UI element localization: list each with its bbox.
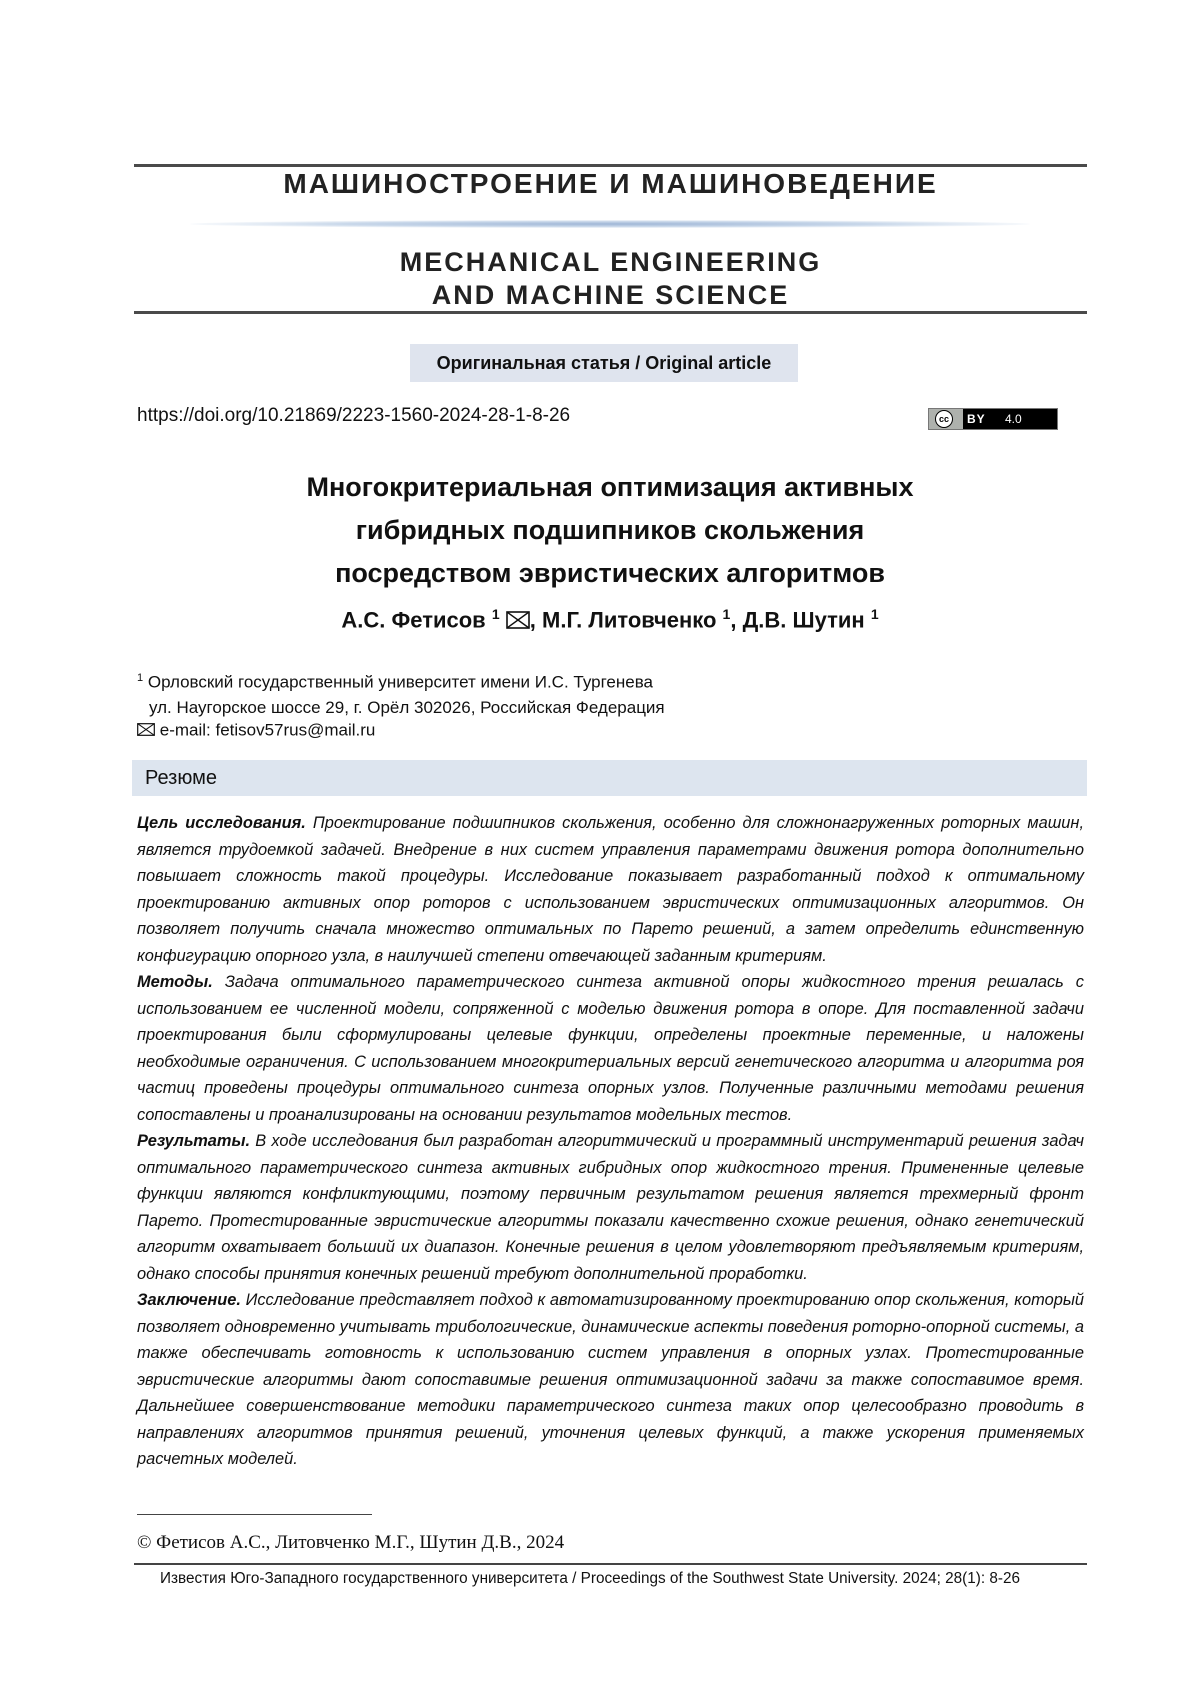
abstract-label: Цель исследования. [137, 814, 306, 832]
author-name[interactable]: А.С. Фетисов [341, 607, 485, 632]
article-title-line: посредством эвристических алгоритмов [200, 552, 1020, 595]
article-title-line: гибридных подшипников скольжения [200, 509, 1020, 552]
header-top-rule [134, 164, 1087, 167]
author-affil-sup: 1 [723, 606, 731, 622]
header-bottom-rule [134, 311, 1087, 314]
article-page [0, 0, 1200, 1698]
abstract-label: Заключение. [137, 1291, 241, 1309]
abstract-paragraph [137, 810, 1084, 969]
abstract-text: Проектирование подшипников скольжения, особенно для сложнонагруженных роторных машин, является трудоемкой задачей. Внедрение в них систем управления параметрами движения ротора дополнительно повышает сложность такой процедуры. Исследование показывает разработанный подход к оптимальному проектированию активных опор роторов с использованием эвристических оптимизационных алгоритмов. Он позволяет получить сначала множество оптимальных по Парето решений, а затем определить единственную конфигурацию опорного узла, в наилучшей степени отвечающей заданным критериям. [137, 814, 1084, 965]
section-title-ru: МАШИНОСТРОЕНИЕ И МАШИНОВЕДЕНИЕ [134, 168, 1087, 200]
author-name[interactable]: Д.В. Шутин [743, 607, 865, 632]
doi-link[interactable]: https://doi.org/10.21869/2223-1560-2024-28-1-8-26 [137, 405, 570, 427]
section-title-en [134, 246, 1087, 312]
abstract-paragraph [137, 1287, 1084, 1473]
abstract-text: В ходе исследования был разработан алгоритмический и программный инструментарий решения задач оптимального параметрического синтеза активных гибридных опор жидкостного трения. Примененные целевые функции являются конфликтующими, поэтому первичным результатом решения является трехмерный фронт Парето. Протестированные эвристические алгоритмы показали качественно схожие решения, однако генетический алгоритм охватывает больший их диапазон. Конечные решения в целом удовлетворяют предъявляемым критериям, однако способы принятия конечных решений требуют дополнительной проработки. [137, 1132, 1084, 1283]
author-list: А.С. Фетисов 1 , М.Г. Литовченко 1, Д.В. Шутин 1 [200, 606, 1020, 635]
abstract-label: Результаты. [137, 1132, 250, 1150]
cc-icon: cc [935, 410, 953, 428]
header-divider-glow [190, 220, 1030, 228]
envelope-icon [137, 721, 155, 741]
cc-logo-bg [929, 409, 963, 429]
article-title-line: Многокритериальная оптимизация активных [200, 466, 1020, 509]
cc-by-label: BY [967, 409, 986, 429]
author-affil-sup: 1 [492, 606, 500, 622]
footer-rule [134, 1563, 1087, 1565]
affil-line2: ул. Наугорское шоссе 29, г. Орёл 302026, Российская Федерация [149, 698, 665, 717]
journal-citation: Известия Юго-Западного государственного университета / Proceedings of the Southwest State University. 2024; 28(1): 8-26 [160, 1570, 1020, 1588]
section-title-en-line2: AND MACHINE SCIENCE [134, 279, 1087, 312]
affiliation [137, 666, 665, 720]
author-name[interactable]: М.Г. Литовченко [542, 607, 716, 632]
abstract-text: Задача оптимального параметрического синтеза активной опоры жидкостного трения решалась с использованием ее численной модели, сопряженной с моделью движения ротора в опоре. Для поставленной задачи проектирования были сформулированы целевые функции, определены проектные переменные, и наложены необходимые ограничения. С использованием многокритериальных версий генетического алгоритма и алгоритма роя частиц проведены процедуры оптимального синтеза опорных узлов. Полученные различными методами решения сопоставлены и проанализированы на основании результатов модельных тестов. [137, 973, 1084, 1124]
email-link[interactable]: e-mail: fetisov57rus@mail.ru [160, 721, 376, 740]
affil-line1: Орловский государственный университет имени И.С. Тургенева [148, 673, 653, 692]
abstract-label: Методы. [137, 973, 213, 991]
abstract-text: Исследование представляет подход к автоматизированному проектированию опор скольжения, который позволяет одновременно учитывать трибологические, динамические аспекты поведения роторно-опорной системы, а также обеспечивать готовность к использованию систем управления в опорных узлах. Протестированные эвристические алгоритмы дают сопоставимые решения оптимизационной задачи за также сопоставимое время. Дальнейшее совершенствование методики параметрического синтеза таких опор целесообразно проводить в направлениях алгоритмов принятия решений, уточнения целевых функций, а также ускорения применяемых расчетных моделей. [137, 1291, 1084, 1468]
affil-sup: 1 [137, 672, 143, 684]
section-title-en-line1: MECHANICAL ENGINEERING [134, 246, 1087, 279]
footnote-rule [137, 1514, 372, 1515]
envelope-icon[interactable] [506, 609, 530, 635]
cc-version-label: 4.0 [1005, 409, 1022, 429]
resume-heading-bar [132, 760, 1087, 796]
article-title [200, 466, 1020, 595]
email-line [137, 720, 375, 741]
article-type-badge: Оригинальная статья / Original article [410, 344, 798, 382]
author-affil-sup: 1 [871, 606, 879, 622]
abstract [137, 810, 1084, 1473]
resume-heading: Резюме [145, 767, 217, 790]
cc-license-badge[interactable] [928, 408, 1058, 430]
copyright-notice: © Фетисов А.С., Литовченко М.Г., Шутин Д.В., 2024 [137, 1532, 564, 1554]
abstract-paragraph [137, 969, 1084, 1128]
abstract-paragraph [137, 1128, 1084, 1287]
